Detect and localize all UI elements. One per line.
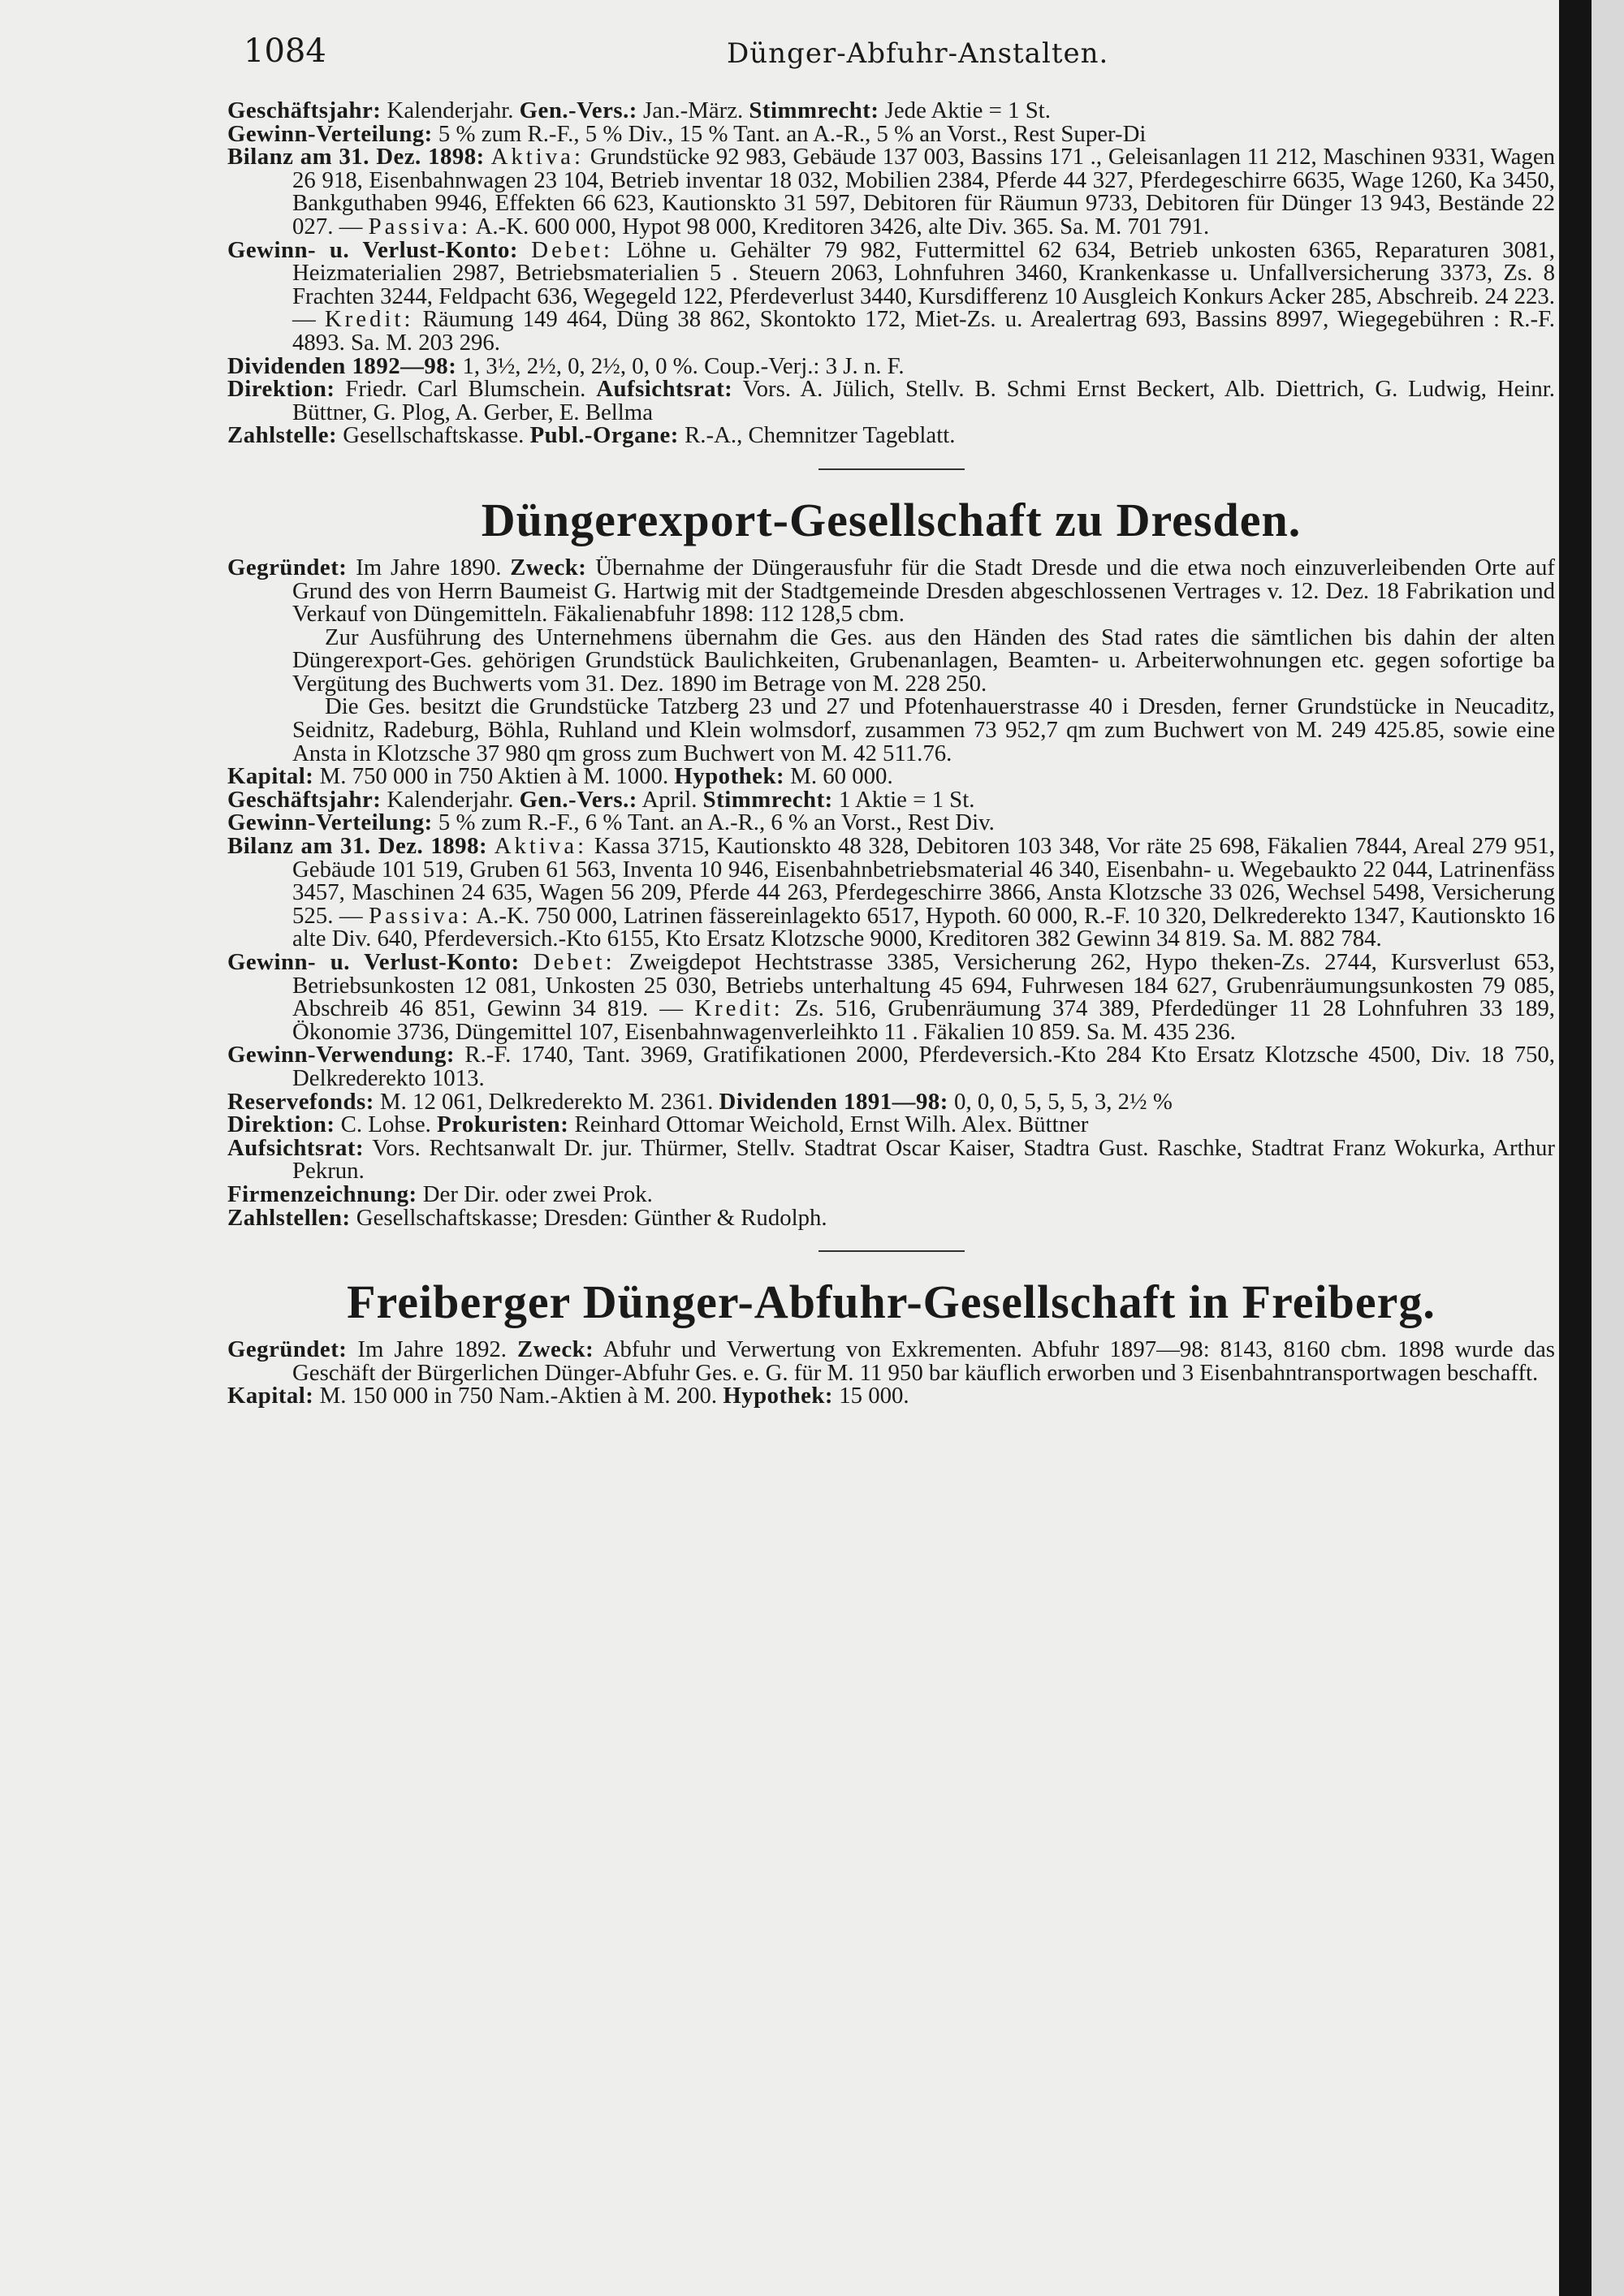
section-divider (818, 468, 965, 470)
entry-gewinn-verlust: Gewinn- u. Verlust-Konto: Debet: Zweigdepot Hechtstrasse 3385, Versicherung 262, Hypo theken-Zs. 2744, Kursverlust 653, Betriebsunkosten 12 081, Unkosten 25 030, Betriebs unterhaltung 45 694, Fuhrwesen 184 627, Grubenräumungsunkosten 79 085, Abschreib 46 851, Gewinn 34 819. — Kredit: Zs. 516, Grubenräumung 374 389, Pferdedünger 11 28 Lohnfuhren 33 189, Ökonomie 3736, Düngemittel 107, Eisenbahnwagenverleihkto 11 . Fäkalien 10 859. Sa. M. 435 236. (227, 949, 1555, 1045)
entry-gewinn-verlust: Gewinn- u. Verlust-Konto: Debet: Löhne u. Gehälter 79 982, Futtermittel 62 634, Betrieb unkosten 6365, Reparaturen 3081, Heizmaterialien 2987, Betriebsmaterialien 5 . Steuern 2063, Lohnfuhren 3460, Krankenkasse u. Unfallversicherung 3373, Zs. 8 Frachten 3244, Feldpacht 636, Wegegeld 122, Pferdeverlust 3440, Kursdifferenz 10 Ausgleich Konkurs Acker 285, Abschreib. 24 223. — Kredit: Räumung 149 464, Düng 38 862, Skontokto 172, Miet-Zs. u. Arealertrag 693, Bassins 8997, Wiegegebühren : R.-F. 4893. Sa. M. 203 296. (227, 236, 1555, 356)
entry-geschaeftsjahr: Geschäftsjahr: Kalenderjahr. Gen.-Vers.: Jan.-März. Stimmrecht: Jede Aktie = 1 St. (227, 97, 1051, 123)
entry-zahlstelle: Zahlstelle: Gesellschaftskasse. Publ.-Organe: R.-A., Chemnitzer Tageblatt. (227, 422, 956, 449)
entry-gewinn-verteilung: Gewinn-Verteilung: 5 % zum R.-F., 6 % Tant. an A.-R., 6 % an Vorst., Rest Div. (227, 809, 995, 836)
section-title: Freiberger Dünger-Abfuhr-Gesellschaft in Freiberg. (347, 1275, 1436, 1329)
entry-reservefonds: Reservefonds: M. 12 061, Delkrederekto M. 2361. Dividenden 1891—98: 0, 0, 0, 5, 5, 5, 3, 2½ % (227, 1088, 1173, 1115)
entry-bilanz: Bilanz am 31. Dez. 1898: Aktiva: Kassa 3715, Kautionskto 48 328, Debitoren 103 348, Vor räte 25 698, Fäkalien 7844, Areal 279 951, Gebäude 101 519, Gruben 61 563, Inventa 10 946, Eisenbahnbetriebsmaterial 46 340, Eisenbahn- u. Wegebaukto 22 044, Latrinenfäss 3457, Maschinen 24 635, Wagen 56 209, Pferde 44 263, Pferdegeschirre 3866, Ansta Klotzsche 33 026, Wechsel 5498, Versicherung 525. — Passiva: A.-K. 750 000, Latrinen fässereinlagekto 6517, Hypoth. 60 000, R.-F. 10 320, Delkrederekto 1347, Kautionskto 16 alte Div. 640, Pferdeversich.-Kto 6155, Kto Ersatz Klotzsche 9000, Kreditoren 382 Gewinn 34 819. Sa. M. 882 784. (227, 833, 1556, 952)
book-binding-shadow (1559, 0, 1592, 2296)
entry-bilanz: Bilanz am 31. Dez. 1898: Aktiva: Grundstücke 92 983, Gebäude 137 003, Bassins 171 ., Geleisanlagen 11 212, Maschinen 9331, Wagen 26 918, Eisenbahnwagen 23 104, Betrieb inventar 18 032, Mobilien 2384, Pferde 44 327, Pferdegeschirre 6635, Wage 1260, Ka 3450, Bankguthaben 9946, Effekten 66 623, Kautionskto 31 597, Debitoren für Räumun 9733, Debitoren für Dünger 13 943, Bestände 22 027. — Passiva: A.-K. 600 000, Hypot 98 000, Kreditoren 3426, alte Div. 365. Sa. M. 701 791. (227, 144, 1556, 240)
page-number: 1084 (244, 32, 326, 70)
page-content (227, 99, 1555, 1408)
entry-dividenden: Dividenden 1892—98: 1, 3½, 2½, 0, 2½, 0, 0 %. Coup.-Verj.: 3 J. n. F. (227, 352, 905, 379)
entry-gegruendet: Gegründet: Im Jahre 1892. Zweck: Abfuhr und Verwertung von Exkrementen. Abfuhr 1897—98: 8143, 8160 cbm. 1898 wurde das Geschäft der Bürgerlichen Dünger-Abfuhr Ges. e. G. für M. 11 950 bar käuflich erworben und 3 Eisenbahntransportwagen beschafft. (227, 1336, 1555, 1386)
entry-kapital: Kapital: M. 750 000 in 750 Aktien à M. 1000. Hypothek: M. 60 000. (227, 763, 893, 790)
page-header (244, 32, 1543, 81)
entry-kapital: Kapital: M. 150 000 in 750 Nam.-Aktien à M. 200. Hypothek: 15 000. (227, 1383, 909, 1409)
entry-geschaeftsjahr: Geschäftsjahr: Kalenderjahr. Gen.-Vers.: April. Stimmrecht: 1 Aktie = 1 St. (227, 786, 975, 813)
paragraph-ausfuehrung: Zur Ausführung des Unternehmens übernahm die Ges. aus den Händen des Stad rates die sämtlichen bis dahin der alten Düngerexport-Ges. gehörigen Grundstück Baulichkeiten, Grubenanlagen, Beamten- u. Arbeiterwohnungen etc. gegen sofortige ba Vergütung des Buchwerts vom 31. Dez. 1890 im Betrage von M. 228 250. (292, 624, 1555, 697)
section-title: Düngerexport-Gesellschaft zu Dresden. (481, 493, 1302, 546)
entry-direktion: Direktion: Friedr. Carl Blumschein. Aufsichtsrat: Vors. A. Jülich, Stellv. B. Schmi Ernst Beckert, Alb. Diettrich, G. Ludwig, Heinr. Büttner, G. Plog, A. Gerber, E. Bellma (227, 376, 1555, 425)
entry-gewinn-verteilung: Gewinn-Verteilung: 5 % zum R.-F., 5 % Div., 15 % Tant. an A.-R., 5 % an Vorst., Rest Super-Di (227, 120, 1147, 147)
facing-page-edge (1592, 0, 1624, 2296)
key-label: Geschäftsjahr: (227, 97, 382, 123)
entry-gegruendet: Gegründet: Im Jahre 1890. Zweck: Übernahme der Düngerausfuhr für die Stadt Dresde und die etwa noch einzuverleibenden Orte auf Grund des von Herrn Baumeist G. Hartwig mit der Stadtgemeinde Dresden abgeschlossenen Vertrages v. 12. Dez. 18 Fabrikation und Verkauf von Düngemitteln. Fäkalienabfuhr 1898: 112 128,5 cbm. (227, 554, 1555, 628)
entry-gewinn-verwendung: Gewinn-Verwendung: R.-F. 1740, Tant. 3969, Gratifikationen 2000, Pferdeversich.-Kto 284 Kto Ersatz Klotzsche 4500, Div. 18 750, Delkrederekto 1013. (227, 1042, 1555, 1091)
entry-firmenzeichnung: Firmenzeichnung: Der Dir. oder zwei Prok. (227, 1180, 653, 1207)
entry-direktion: Direktion: C. Lohse. Prokuristen: Reinhard Ottomar Weichold, Ernst Wilh. Alex. Büttner (227, 1111, 1089, 1138)
entry-zahlstellen: Zahlstellen: Gesellschaftskasse; Dresden: Günther & Rudolph. (227, 1204, 827, 1231)
running-title: Dünger-Abfuhr-Anstalten. (727, 37, 1109, 70)
section-divider (818, 1250, 965, 1252)
entry-aufsichtsrat: Aufsichtsrat: Vors. Rechtsanwalt Dr. jur. Thürmer, Stellv. Stadtrat Oscar Kaiser, Stadtra Gust. Raschke, Stadtrat Franz Wokurka, Arthur Pekrun. (227, 1134, 1555, 1185)
paragraph-grundstuecke: Die Ges. besitzt die Grundstücke Tatzberg 23 und 27 und Pfotenhauerstrasse 40 i Dresden, ferner Grundstücke in Neucaditz, Seidnitz, Radeburg, Böhla, Ruhland und Klein wolmsdorf, zusammen 73 952,7 qm zum Buchwert von M. 249 425.85, sowie eine Ansta in Klotzsche 37 980 qm gross zum Buchwert von M. 42 511.76. (292, 693, 1555, 766)
